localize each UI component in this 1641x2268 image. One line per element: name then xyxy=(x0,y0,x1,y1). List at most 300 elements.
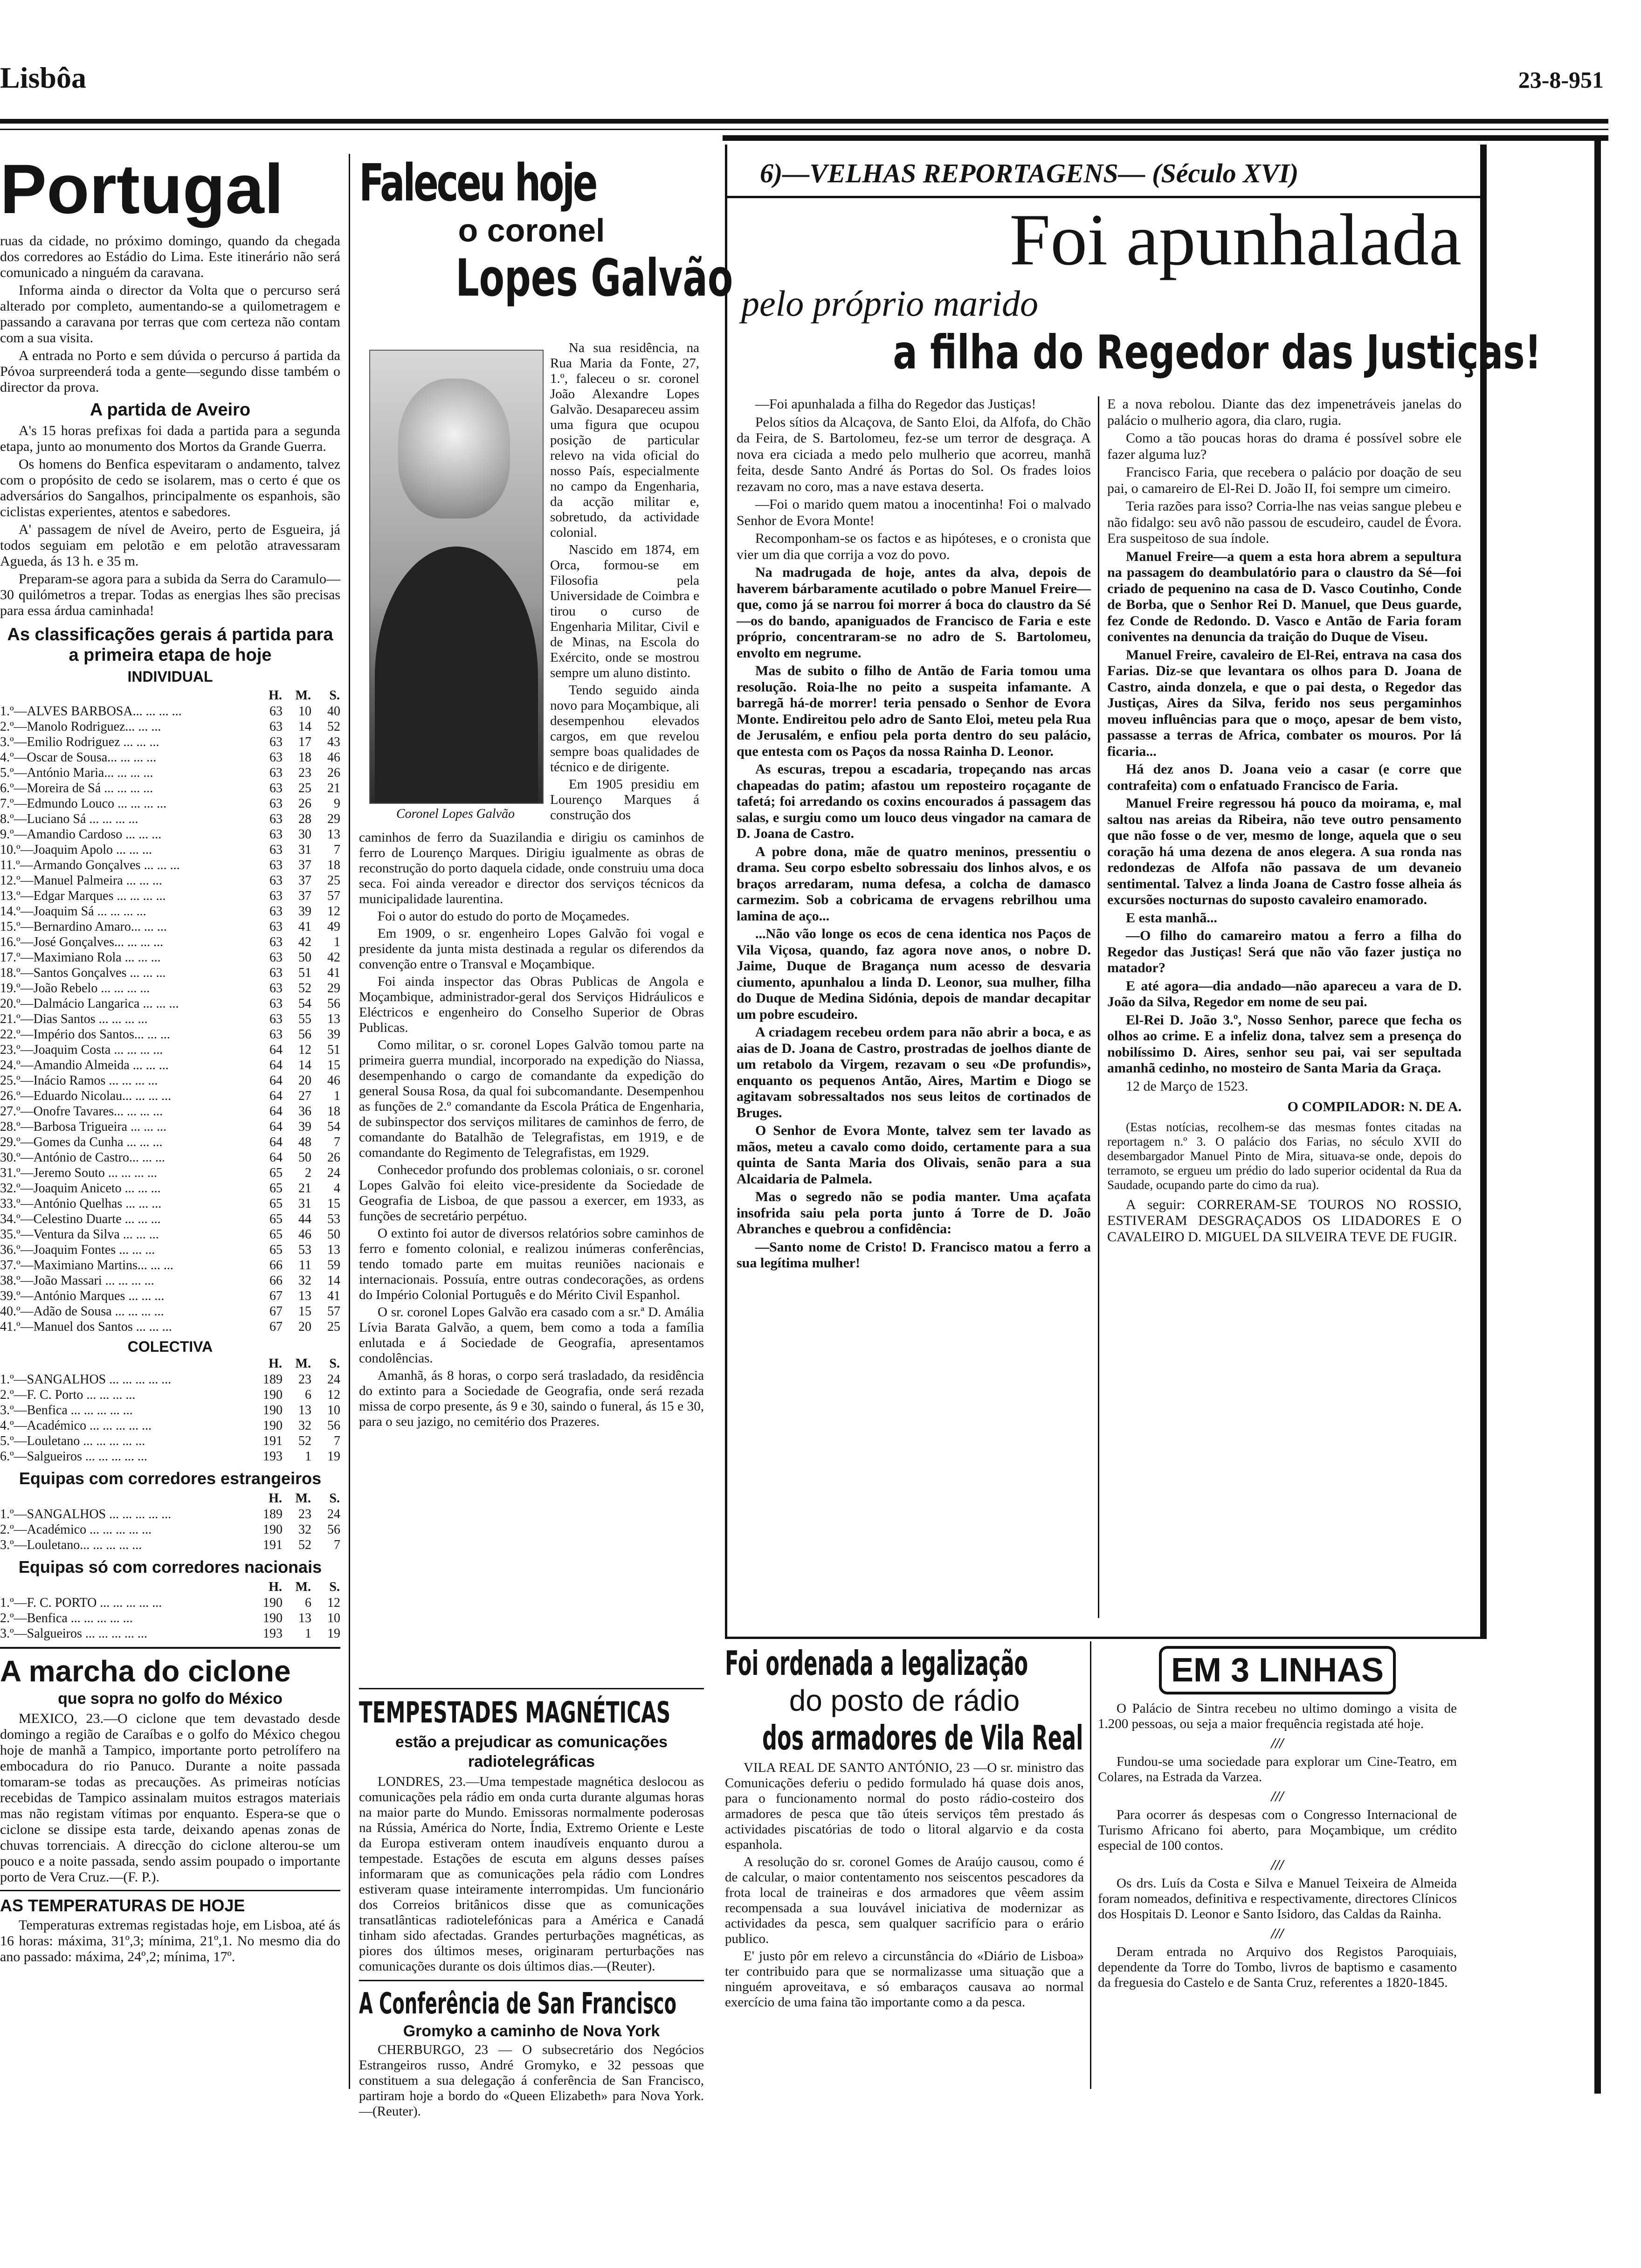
table-row xyxy=(0,1150,340,1165)
time-cell: 25 xyxy=(298,781,311,795)
list-item: Os drs. Luís da Costa e Silva e Manuel Teixeira de Almeida foram nomeados, definitiva e respectivamente, directores Clínicos dos Hospitais D. Leonor e Santo Isidoro, das Caldas da Rainha. xyxy=(1098,1876,1457,1922)
table-row xyxy=(0,827,340,842)
time-cell: 6 xyxy=(305,1596,311,1610)
paragraph: A' passagem de nível de Aveiro, perto de Esgueira, já todos seguiam em pelotão e em pelotão atravessaram Agueda, ás 13 h. e 35 m. xyxy=(0,522,340,569)
time-cell: 66 xyxy=(269,1258,283,1272)
time-cell: 189 xyxy=(263,1372,283,1387)
portrait-head xyxy=(398,379,510,519)
table-row xyxy=(0,996,340,1011)
rider-name: 29.º—Gomes da Cunha ... ... ... xyxy=(0,1135,163,1149)
time-cell: 63 xyxy=(269,812,283,826)
time-cell: 39 xyxy=(327,1027,340,1042)
list-item: Fundou-se uma sociedade para explorar um Cine-Teatro, em Colares, na Estrada da Varzea. xyxy=(1098,1754,1457,1784)
table-row xyxy=(0,704,340,719)
time-cell: 52 xyxy=(298,981,311,996)
list-item: O Palácio de Sintra recebeu no ultimo domingo a visita de 1.200 pessoas, ou seja a maior frequência registada até hoje. xyxy=(1098,1701,1457,1731)
column-rule xyxy=(1098,396,1099,1618)
table-row xyxy=(0,1119,340,1134)
paragraph: Nascido em 1874, em Orca, formou-se em Filosofia pela Universidade de Coimbra e tirou o curso de Engenharia Militar, Civil e de Minas, na Escola do Exército, onde se mostrou sempre um aluno distinto. xyxy=(550,542,699,680)
time-cell: 2 xyxy=(305,1166,311,1180)
table-row xyxy=(0,1537,340,1553)
time-cell: 13 xyxy=(298,1611,311,1625)
divider xyxy=(359,1688,704,1689)
rider-name: 41.º—Manuel dos Santos ... ... ... xyxy=(0,1320,172,1334)
paragraph: Recomponham-se os factos e as hipóteses, e o cronista que vier um dia que corrija a voz do povo. xyxy=(737,531,1091,562)
obituary-headline-3: Lopes Galvão xyxy=(455,248,733,308)
time-cell: 12 xyxy=(327,1388,340,1402)
separator: /// xyxy=(1271,1735,1284,1751)
time-cell: 50 xyxy=(298,950,311,965)
time-cell: 67 xyxy=(269,1304,283,1319)
table-row xyxy=(0,750,340,765)
time-cell: 27 xyxy=(298,1089,311,1103)
time-cell: 65 xyxy=(269,1227,283,1242)
table-row xyxy=(0,1258,340,1273)
time-cell: 64 xyxy=(269,1104,283,1119)
rider-name: 1.º—ALVES BARBOSA... ... ... ... xyxy=(0,704,182,719)
time-cell: 15 xyxy=(327,1196,340,1211)
time-cell: 64 xyxy=(269,1089,283,1103)
rider-name: 3.º—Emilio Rodriguez ... ... ... xyxy=(0,735,159,749)
tempest-block xyxy=(359,1688,704,2121)
time-cell: 190 xyxy=(263,1522,283,1537)
time-cell: 54 xyxy=(327,1120,340,1134)
paragraph: E até agora—dia andado—não apareceu a vara de D. João da Silva, Regedor em nome de seu pai. xyxy=(1107,978,1462,1010)
radio-text xyxy=(725,1760,1084,2010)
aveiro-text xyxy=(0,423,340,619)
rider-name: 2.º—Benfica ... ... ... ... ... xyxy=(0,1611,133,1625)
photo-caption: Coronel Lopes Galvão xyxy=(396,807,515,821)
table-row xyxy=(0,811,340,827)
tempest-text xyxy=(359,1774,704,1974)
time-cell: 9 xyxy=(334,796,340,811)
time-cell: 42 xyxy=(327,950,340,965)
time-cell: 10 xyxy=(298,704,311,719)
table-row xyxy=(0,857,340,873)
table-row xyxy=(0,1626,340,1641)
paragraph: Manuel Freire regressou há pouco da moirama, e, mal saltou nas areias da Ribeira, não teve outro pensamento que não fosse o de ver, mesmo de longe, aquela que o seu coração há uma dezena de anos elegera. A sua ronda nas redondezas de Alfofa não passava de um devaneio sentimental. Talvez a linda Joana de Castro fosse alheia ás excursões nocturnas do suposto cavaleiro enamorado. xyxy=(1107,795,1462,907)
paragraph: As escuras, trepou a escadaria, tropeçando nas arcas chapeadas do patim; afastou um reposteiro roçagante de tafetá; foi arredando os coxins encourados á passagem das salas, e surgiu como um louco deus vingador na camara de D. Joana de Castro. xyxy=(737,761,1091,841)
paragraph: Francisco Faria, que recebera o palácio por doação de seu pai, o camareiro de El-Rei D. João II, foi sempre um cimeiro. xyxy=(1107,464,1462,496)
paragraph: ruas da cidade, no próximo domingo, quando da chegada dos corredores ao Estádio do Lima. Este itinerário não será comunicado a ninguém da caravana. xyxy=(0,233,340,280)
paragraph: Teria razões para isso? Corria-lhe nas veias sangue plebeu e não fidalgo: seu avô não passou de escudeiro, caudel de Évora. Era suspeitoso de sua índole. xyxy=(1107,498,1462,546)
divider xyxy=(359,1980,704,1981)
paragraph: Como a tão poucas horas do drama é possível sobre ele fazer alguma luz? xyxy=(1107,430,1462,462)
paragraph: A entrada no Porto e sem dúvida o percurso á partida da Póvoa surpreenderá toda a gente—segundo disse também o director da prova. xyxy=(0,348,340,395)
right-edge-rule xyxy=(1594,135,1601,2094)
col-s: S. xyxy=(329,1580,340,1594)
time-cell: 25 xyxy=(327,1320,340,1334)
time-cell: 32 xyxy=(298,1418,311,1433)
time-cell: 7 xyxy=(334,1135,340,1149)
time-cell: 51 xyxy=(298,966,311,980)
time-cell: 18 xyxy=(327,858,340,872)
time-cell: 14 xyxy=(298,1058,311,1072)
table-row xyxy=(0,1104,340,1119)
time-cell: 63 xyxy=(269,735,283,749)
rider-name: 24.º—Amandio Almeida ... ... ... xyxy=(0,1058,169,1072)
rider-name: 16.º—José Gonçalves... ... ... ... xyxy=(0,935,164,949)
rider-name: 21.º—Dias Santos ... ... ... ... xyxy=(0,1012,148,1026)
paragraph: CHERBURGO, 23 — O subsecretário dos Negócios Estrangeiros russo, André Gromyko, e 32 pessoas que constituem a sua delegação á conferência de San Francisco, partiram hoje a bordo do «Queen Elizabeth» para Nova York.—(Reuter). xyxy=(359,2042,704,2119)
time-cell: 32 xyxy=(298,1273,311,1288)
rider-name: 14.º—Joaquim Sá ... ... ... ... xyxy=(0,904,146,919)
time-cell: 63 xyxy=(269,920,283,934)
time-cell: 64 xyxy=(269,1120,283,1134)
time-cell: 57 xyxy=(327,1304,340,1319)
col-h: H. xyxy=(269,1580,282,1594)
rider-name: 3.º—Salgueiros ... ... ... ... ... xyxy=(0,1626,147,1641)
time-cell: 23 xyxy=(298,766,311,780)
table-row xyxy=(0,1042,340,1058)
ciclone-heading: A marcha do ciclone xyxy=(0,1654,291,1688)
time-cell: 65 xyxy=(269,1166,283,1180)
table-row xyxy=(0,1418,340,1433)
time-cell: 59 xyxy=(327,1258,340,1272)
colectiva-label: COLECTIVA xyxy=(127,1338,213,1355)
paper-name: Lisbôa xyxy=(0,61,86,94)
paragraph: E' justo pôr em relevo a circunstância do «Diário de Lisboa» ter contribuido para que se normalizasse uma situação que a ninguém aproveitava, e só embaraços causava ao normal exercício de uma faina tão importante como a da pesca. xyxy=(725,1949,1084,2010)
time-cell: 12 xyxy=(327,904,340,919)
time-cell: 63 xyxy=(269,873,283,888)
rider-name: 32.º—Joaquim Aniceto ... ... ... xyxy=(0,1181,161,1196)
time-cell: 191 xyxy=(263,1434,283,1448)
time-cell: 39 xyxy=(298,904,311,919)
time-cell: 49 xyxy=(327,920,340,934)
time-cell: 44 xyxy=(298,1212,311,1226)
time-cell: 190 xyxy=(263,1388,283,1402)
time-cell: 21 xyxy=(298,1181,311,1196)
aveiro-heading: A partida de Aveiro xyxy=(90,400,251,420)
rider-name: 20.º—Dalmácio Langarica ... ... ... xyxy=(0,996,179,1011)
paragraph: Amanhã, ás 8 horas, o corpo será trasladado, da residência do extinto para a Sociedade de Geografia, onde será rezada missa de corpo presente, ás 9 e 30, saindo o funeral, ás 15 e 30, para o seu jazigo, no cemitério dos Prazeres. xyxy=(359,1368,704,1429)
paragraph: Temperaturas extremas registadas hoje, em Lisboa, até ás 16 horas: máxima, 31º,3; mínima, 21º,1. No mesmo dia do ano passado: máxima, 24º,2; mínima, 17º. xyxy=(0,1917,340,1964)
table-row xyxy=(0,904,340,919)
time-cell: 37 xyxy=(298,873,311,888)
time-cell: 41 xyxy=(298,920,311,934)
time-cell: 31 xyxy=(298,843,311,857)
time-cell: 63 xyxy=(269,704,283,719)
time-cell: 65 xyxy=(269,1212,283,1226)
time-cell: 7 xyxy=(334,1434,340,1448)
col-m: M. xyxy=(295,1356,311,1371)
paragraph: Em 1905 presidiu em Lourenço Marques á construção dos xyxy=(550,777,699,823)
paragraph: Em 1909, o sr. engenheiro Lopes Galvão foi vogal e presidente da junta mista destinada a regular os diferendos da convenção entre o Transval e Moçambique. xyxy=(359,926,704,972)
rider-name: 9.º—Amandio Cardoso ... ... ... xyxy=(0,827,162,842)
time-cell: 46 xyxy=(327,1073,340,1088)
time-cell: 29 xyxy=(327,812,340,826)
feature-column-2 xyxy=(1107,396,1462,1247)
table-row xyxy=(0,873,340,888)
feature-headline-2: pelo próprio marido xyxy=(741,283,1039,324)
sf-headline: A Conferência de San Francisco xyxy=(359,1986,677,2020)
paragraph: A pobre dona, mãe de quatro meninos, pressentiu o drama. Seu corpo esbelto sobressaiu dos linhos alvos, e os braços arredaram, numa defesa, a colcha de damasco carmezim. Sob a cobricama de ervagens rebrilhou uma lamina de aço... xyxy=(737,844,1091,924)
time-cell: 15 xyxy=(327,1058,340,1072)
time-cell: 36 xyxy=(298,1104,311,1119)
table-header-row xyxy=(0,1579,340,1595)
next-episode: A seguir: CORRERAM-SE TOUROS NO ROSSIO, ESTIVERAM DESGRAÇADOS OS LIDADORES E O CAVALEIRO D. MIGUEL DA SILVEIRA TEVE DE FUGIR. xyxy=(1107,1196,1462,1245)
rider-name: 38.º—João Massari ... ... ... ... xyxy=(0,1273,154,1288)
rider-name: 5.º—Louletano ... ... ... ... ... xyxy=(0,1434,145,1448)
feature-column-1 xyxy=(737,396,1091,1273)
time-cell: 23 xyxy=(298,1507,311,1521)
top-rule-2 xyxy=(723,135,1608,141)
time-cell: 64 xyxy=(269,1135,283,1149)
rider-name: 35.º—Ventura da Silva ... ... ... xyxy=(0,1227,159,1242)
rider-name: 37.º—Maximiano Martins... ... ... xyxy=(0,1258,173,1272)
time-cell: 29 xyxy=(327,981,340,996)
time-cell: 11 xyxy=(299,1258,311,1272)
table-row xyxy=(0,1288,340,1304)
time-cell: 24 xyxy=(327,1166,340,1180)
time-cell: 17 xyxy=(298,735,311,749)
time-cell: 32 xyxy=(298,1522,311,1537)
portrait-body xyxy=(375,546,538,804)
rider-name: 40.º—Adão de Sousa ... ... ... ... xyxy=(0,1304,164,1319)
table-row xyxy=(0,1073,340,1088)
paragraph: —Foi apunhalada a filha do Regedor das Justiças! xyxy=(755,396,1036,412)
table-row xyxy=(0,842,340,857)
rider-name: 25.º—Inácio Ramos ... ... ... ... xyxy=(0,1073,158,1088)
time-cell: 48 xyxy=(298,1135,311,1149)
paragraph: E esta manhã... xyxy=(1126,910,1217,926)
time-cell: 26 xyxy=(298,796,311,811)
table-row xyxy=(0,1273,340,1288)
table-header-row xyxy=(0,1355,340,1372)
table-row xyxy=(0,1058,340,1073)
left-column xyxy=(0,149,340,1967)
paragraph: O extinto foi autor de diversos relatórios sobre caminhos de ferro e fomento colonial, e realizou inúmeras conferências, tendo tomado parte em muitas reuniões nacionais e internacionais. Possuía, entre outras condecorações, as ordens do Império Colonial Português e do Mérito Civil Espanhol. xyxy=(359,1226,704,1302)
table-row xyxy=(0,1611,340,1626)
time-cell: 52 xyxy=(327,719,340,734)
feature-box xyxy=(725,145,1542,1639)
compiler: O COMPILADOR: N. DE A. xyxy=(1287,1099,1462,1114)
time-cell: 63 xyxy=(269,766,283,780)
time-cell: 28 xyxy=(298,812,311,826)
table-row xyxy=(0,919,340,934)
paragraph: MEXICO, 23.—O ciclone que tem devastado desde domingo a região de Caraíbas e o golfo do México chegou hoje de manhã a Tampico, importante porto petrolífero na embocadura do rio Panuco. Durante a noite passada tomaram-se todas as precauções. As primeiras notícias recebidas de Tampico assinalam muitos estragos materiais mas não registam vítimas por enquanto. Espera-se que o ciclone se dissipe esta tarde, deixando apenas zonas de chuvas torrenciais. A direcção do ciclone alterou-se um pouco e a noite passada, sendo assim poupado o importante porto de Vera Cruz.—(F. P.). xyxy=(0,1711,340,1885)
time-cell: 190 xyxy=(263,1596,283,1610)
kicker-rule xyxy=(727,196,1480,198)
rider-name: 19.º—João Rebelo ... ... ... ... xyxy=(0,981,150,996)
rider-name: 13.º—Edgar Marques ... ... ... ... xyxy=(0,889,166,903)
paragraph: —O filho do camareiro matou a ferro a filha do Regedor das Justiças! Será que não vão fazer justiça no matador? xyxy=(1107,928,1462,975)
table-row xyxy=(0,1196,340,1211)
time-cell: 63 xyxy=(269,996,283,1011)
paragraph: O Senhor de Evora Monte, talvez sem ter lavado as mãos, meteu a cavalo como doido, certamente para a sua quinta de Santa Maria dos Olivais, senão para a sua Alcaidaria de Palmela. xyxy=(737,1123,1091,1187)
time-cell: 191 xyxy=(263,1538,283,1552)
time-cell: 64 xyxy=(269,1150,283,1165)
time-cell: 190 xyxy=(263,1418,283,1433)
rider-name: 27.º—Onofre Tavares... ... ... ... xyxy=(0,1104,163,1119)
temperature-text xyxy=(0,1917,340,1965)
table-row xyxy=(0,1165,340,1181)
time-cell: 56 xyxy=(327,996,340,1011)
date: 23-8-951 xyxy=(1518,67,1604,93)
obituary-body xyxy=(359,830,704,1431)
rider-name: 33.º—António Quelhas ... ... ... xyxy=(0,1196,162,1211)
paragraph: Manuel Freire—a quem a esta hora abrem a sepultura na passagem do deambulatório para o claustro da Sé—foi criado de pequenino na casa de D. Vasco Coutinho, Conde de Borba, que o Senhor Rei D. Manuel, que Deus guarde, fez Conde de Redondo. D. Vasco e Antão de Faria foram coniventes na denuncia da traição do Duque de Viseu. xyxy=(1107,548,1462,644)
paragraph: Tendo seguido ainda novo para Moçambique, ali desempenhou elevados cargos, em que revelou sempre boas qualidades de técnico e de dirigente. xyxy=(550,683,699,774)
time-cell: 40 xyxy=(327,704,340,719)
sf-text xyxy=(359,2042,704,2119)
masthead xyxy=(0,61,86,95)
time-cell: 51 xyxy=(327,1043,340,1057)
separator: /// xyxy=(1271,1856,1284,1873)
paragraph: ...Não vão longe os ecos de cena identica nos Paços de Vila Viçosa, quando, faz agora nove anos, o nobre D. Jaime, Duque de Bragança num acesso de desvaria ciumento, apunhalou a linda D. Leonor, sua mulher, filha do Duque de Medina Sidónia, depois de mandar decapitar um pobre escudeiro. xyxy=(737,926,1091,1022)
classification-heading: As classificações gerais á partida para a primeira etapa de hoje xyxy=(7,625,333,665)
time-cell: 63 xyxy=(269,843,283,857)
table-row xyxy=(0,1403,340,1418)
time-cell: 56 xyxy=(327,1418,340,1433)
col-s: S. xyxy=(329,688,340,703)
table-row xyxy=(0,1522,340,1537)
time-cell: 39 xyxy=(298,1120,311,1134)
rider-name: 39.º—António Marques ... ... ... xyxy=(0,1289,165,1303)
time-cell: 52 xyxy=(298,1434,311,1448)
table-row xyxy=(0,1507,340,1522)
time-cell: 41 xyxy=(327,1289,340,1303)
time-cell: 13 xyxy=(327,827,340,842)
time-cell: 57 xyxy=(327,889,340,903)
time-cell: 63 xyxy=(269,1012,283,1026)
rider-name: 17.º—Maximiano Rola ... ... ... xyxy=(0,950,161,965)
time-cell: 64 xyxy=(269,1058,283,1072)
paragraph: A resolução do sr. coronel Gomes de Araújo causou, como é de calcular, o maior contentamento nos seiscentos pescadores da frota local de traineiras e dos armadores que vêem assim recompensada a sua louvável iniciativa de modernizar as actividades da pesca, sem qualquer sacrifício para o erário publico. xyxy=(725,1854,1084,1946)
time-cell: 15 xyxy=(298,1304,311,1319)
rider-name: 2.º—Manolo Rodriguez... ... ... xyxy=(0,719,161,734)
time-cell: 64 xyxy=(269,1073,283,1088)
time-cell: 193 xyxy=(263,1626,283,1641)
time-cell: 63 xyxy=(269,827,283,842)
time-cell: 4 xyxy=(334,1181,340,1196)
radio-article xyxy=(725,1637,1084,2012)
col-h: H. xyxy=(269,1356,282,1371)
time-cell: 13 xyxy=(327,1012,340,1026)
time-cell: 43 xyxy=(327,735,340,749)
table-row xyxy=(0,1387,340,1403)
time-cell: 65 xyxy=(269,1243,283,1257)
nacionais-heading: Equipas só com corredores nacionais xyxy=(18,1557,322,1577)
rider-name: 1.º—SANGALHOS ... ... ... ... ... xyxy=(0,1372,172,1387)
rider-name: 11.º—Armando Gonçalves ... ... ... xyxy=(0,858,180,872)
time-cell: 54 xyxy=(298,996,311,1011)
estrangeiros-table xyxy=(0,1490,340,1553)
time-cell: 18 xyxy=(327,1104,340,1119)
table-row xyxy=(0,1088,340,1104)
time-cell: 24 xyxy=(327,1372,340,1387)
rider-name: 2.º—Académico ... ... ... ... ... xyxy=(0,1522,152,1537)
paragraph: Na madrugada de hoje, antes da alva, depois de haverem bárbaramente acutilado o pobre Manuel Freire—que, como já se narrou foi morrer á boca do claustro da Sé—os do bando, apaniguados de Francisco de Faria e este próprio, concentraram-se no adro de S. Bartolomeu, envolto em negrume. xyxy=(737,565,1091,661)
paragraph: Conhecedor profundo dos problemas coloniais, o sr. coronel Lopes Galvão foi eleito vice-presidente da Sociedade de Geografia de Lisboa, de que passou a exercer, em 1933, as funções de secretário perpétuo. xyxy=(359,1162,704,1224)
time-cell: 20 xyxy=(298,1320,311,1334)
table-row xyxy=(0,934,340,950)
top-rule-thin xyxy=(0,129,1608,130)
rider-name: 7.º—Edmundo Louco ... ... ... ... xyxy=(0,796,167,811)
time-cell: 52 xyxy=(298,1538,311,1552)
portugal-intro xyxy=(0,233,340,395)
rider-name: 28.º—Barbosa Trigueira ... ... ... xyxy=(0,1120,167,1134)
time-cell: 63 xyxy=(269,950,283,965)
table-row xyxy=(0,950,340,965)
time-cell: 7 xyxy=(334,843,340,857)
time-cell: 63 xyxy=(269,781,283,795)
paragraph: VILA REAL DE SANTO ANTÓNIO, 23 —O sr. ministro das Comunicações deferiu o pedido formulado há quase dois anos, para o funcionamento normal do posto rádio-costeiro dos armadores de pesca que tão úteis serviços têm prestado ás actividades piscatórias de todo o litoral algarvio e da costa espanhola. xyxy=(725,1760,1084,1852)
time-cell: 41 xyxy=(327,966,340,980)
time-cell: 63 xyxy=(269,1027,283,1042)
paragraph: —Foi o marido quem matou a inocentinha! Foi o malvado Senhor de Evora Monte! xyxy=(737,497,1091,528)
table-row xyxy=(0,719,340,734)
paragraph: caminhos de ferro da Suazilandia e dirigiu os caminhos de ferro de Lourenço Marques. Dirigiu igualmente as obras de reconstrução do porto daquela cidade, onde construiu uma doca seca. Foi ainda vereador e director dos serviços técnicos da municipalidade laurentina. xyxy=(359,830,704,906)
time-cell: 30 xyxy=(298,827,311,842)
paragraph: Informa ainda o director da Volta que o percurso será alterado por completo, aumentando-se a quilometragem e passando a caravana por terras que com certeza não contam com a sua visita. xyxy=(0,283,340,346)
time-cell: 64 xyxy=(269,1043,283,1057)
table-row xyxy=(0,1372,340,1387)
table-header-row xyxy=(0,1490,340,1507)
time-cell: 14 xyxy=(298,719,311,734)
time-cell: 13 xyxy=(327,1243,340,1257)
feature-kicker: 6)—VELHAS REPORTAGENS— (Século XVI) xyxy=(760,158,1299,188)
rider-name: 15.º—Bernardino Amaro... ... ... xyxy=(0,920,167,934)
col-m: M. xyxy=(295,688,311,703)
rider-name: 4.º—Académico ... ... ... ... ... xyxy=(0,1418,152,1433)
nacionais-table xyxy=(0,1579,340,1641)
portrait-photo xyxy=(369,350,544,804)
table-row xyxy=(0,1211,340,1227)
tempest-subheading: estão a prejudicar as comunicações radiotelegráficas xyxy=(395,1733,668,1770)
dateline: 12 de Março de 1523. xyxy=(1126,1078,1248,1094)
rider-name: 6.º—Salgueiros ... ... ... ... ... xyxy=(0,1449,147,1464)
table-header-row xyxy=(0,687,340,704)
time-cell: 6 xyxy=(305,1388,311,1402)
time-cell: 13 xyxy=(298,1403,311,1418)
rider-name: 23.º—Joaquim Costa ... ... ... ... xyxy=(0,1043,163,1057)
middle-column xyxy=(359,153,733,2119)
paragraph: Foi ainda inspector das Obras Publicas de Angola e Moçambique, administrador-geral dos Serviços Hidráulicos e Eléctricos e engenheiro do Conselho Superior de Obras Publicas. xyxy=(359,974,704,1035)
rider-name: 3.º—Benfica ... ... ... ... ... xyxy=(0,1403,133,1418)
time-cell: 10 xyxy=(327,1403,340,1418)
divider xyxy=(0,1647,340,1649)
list-item: Deram entrada no Arquivo dos Registos Paroquiais, dependente da Torre do Tombo, livros de baptismo e casamento da freguesia do Castelo e de Santa Cruz, referentes a 1820-1845. xyxy=(1098,1944,1457,1990)
time-cell: 19 xyxy=(327,1449,340,1464)
table-row xyxy=(0,1433,340,1449)
time-cell: 14 xyxy=(327,1273,340,1288)
obituary-side-text xyxy=(550,340,699,825)
em3-box xyxy=(1098,1641,1457,1992)
time-cell: 19 xyxy=(327,1626,340,1641)
paragraph: Na sua residência, na Rua Maria da Fonte, 27, 1.º, faleceu o sr. coronel João Alexandre Lopes Galvão. Desapareceu assim uma figura que ocupou posição de particular relevo na vida oficial do nosso País, especialmente no campo da Engenharia, da acção militar e, sobretudo, da actividade colonial. xyxy=(550,340,699,540)
time-cell: 56 xyxy=(298,1027,311,1042)
table-row xyxy=(0,1181,340,1196)
ciclone-text xyxy=(0,1711,340,1885)
col-s: S. xyxy=(329,1491,340,1506)
paragraph: O sr. coronel Lopes Galvão era casado com a sr.ª D. Amália Lívia Barata Galvão, a quem, bem como a toda a família enlutada e á Sociedade de Geografia, apresentamos condolências. xyxy=(359,1305,704,1366)
time-cell: 53 xyxy=(298,1243,311,1257)
list-item: Para ocorrer ás despesas com o Congresso Internacional de Turismo Africano foi aberto, para Moçambique, um crédito especial de 100 contos. xyxy=(1098,1807,1457,1853)
divider xyxy=(0,1890,340,1891)
col-m: M. xyxy=(295,1491,311,1506)
table-row xyxy=(0,1242,340,1258)
radio-headline-3: dos armadores de Vila Real xyxy=(762,1718,1083,1757)
time-cell: 13 xyxy=(298,1289,311,1303)
time-cell: 67 xyxy=(269,1289,283,1303)
table-row xyxy=(0,1134,340,1150)
time-cell: 12 xyxy=(327,1596,340,1610)
time-cell: 66 xyxy=(269,1273,283,1288)
rider-name: 1.º—SANGALHOS ... ... ... ... ... xyxy=(0,1507,172,1521)
time-cell: 24 xyxy=(327,1507,340,1521)
time-cell: 63 xyxy=(269,889,283,903)
